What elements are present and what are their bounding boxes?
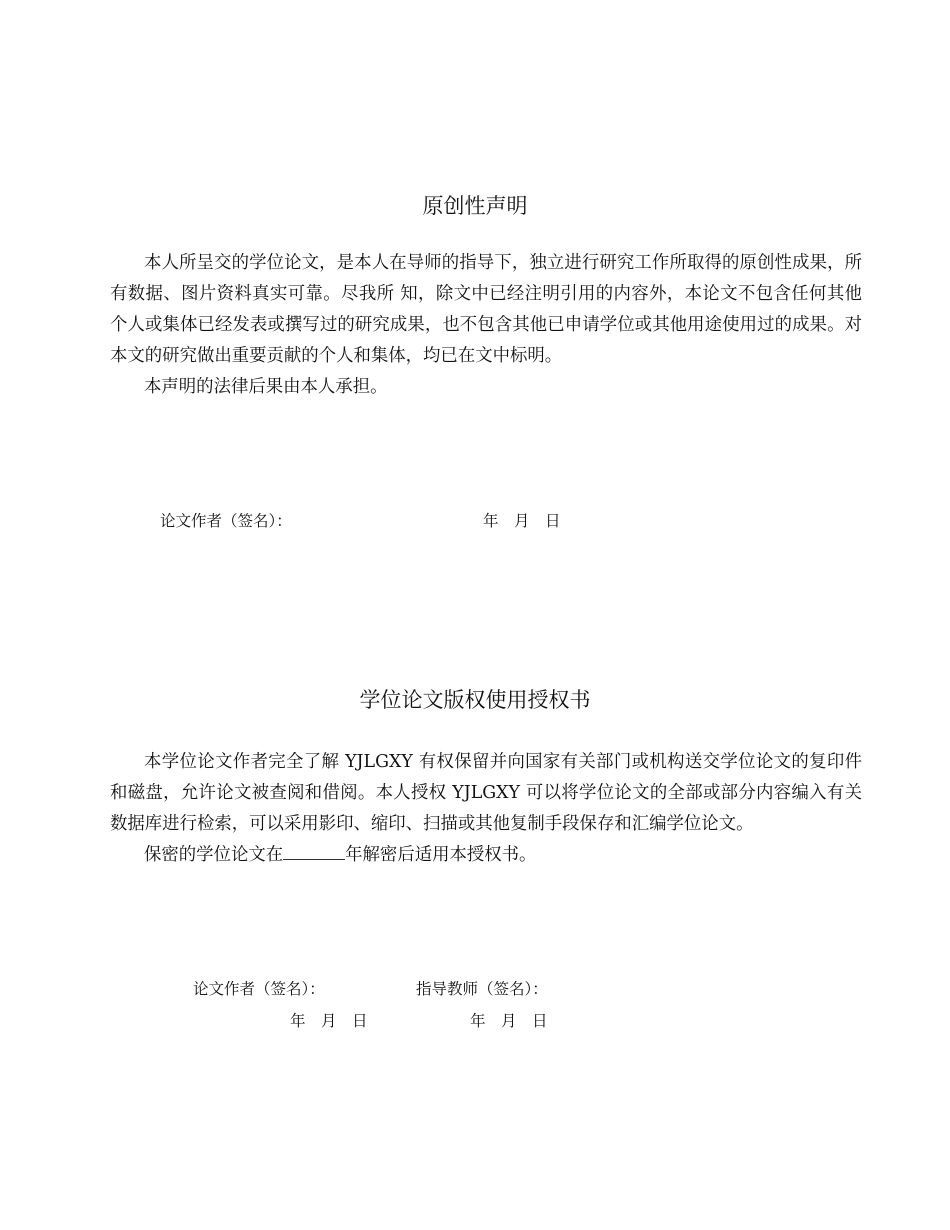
confidential-paragraph — [110, 840, 862, 871]
authorization-title: 学位论文版权使用授权书 — [359, 688, 591, 712]
declaration-author-signature-label: 论文作者（签名）： — [160, 512, 292, 530]
declaration-body — [110, 248, 862, 403]
declaration-consequence: 本声明的法律后果由本人承担。 — [144, 377, 388, 397]
authorization-body — [110, 747, 862, 871]
supervisor-signature-label: 指导教师（签名）： — [416, 980, 548, 998]
declaration-date-label: 年 月 日 — [483, 512, 561, 530]
confidential-text-after: 年解密后适用本授权书。 — [345, 845, 537, 865]
declaration-paragraph: 本人所呈交的学位论文，是本人在导师的指导下，独立进行研究工作所取得的原创性成果，所有数据、图片资料真实可靠。尽我所 知，除文中已经注明引用的内容外，本论文不包含任何其他个人或集体已经发表或撰写过的研究成果，也不包含其他已申请学位或其他用途使用过的成果。对本文的研究做出重要贡献的个人和集体，均已在文中标明。 — [110, 253, 862, 366]
authorization-author-signature-label: 论文作者（签名）： — [193, 980, 325, 998]
authorization-paragraph: 本学位论文作者完全了解 YJLGXY 有权保留并向国家有关部门或机构送交学位论文的复印件和磁盘，允许论文被查阅和借阅。本人授权 YJLGXY 可以将学位论文的全部或部分内容编入有关数据库进行检索，可以采用影印、缩印、扫描或其他复制手段保存和汇编学位论文。 — [110, 752, 862, 834]
confidential-text-before: 保密的学位论文在 — [144, 845, 284, 865]
declaration-title: 原创性声明 — [422, 194, 528, 218]
confidential-years-blank — [283, 843, 345, 860]
supervisor-date-label: 年 月 日 — [470, 1012, 548, 1030]
authorization-author-date-label: 年 月 日 — [290, 1012, 368, 1030]
